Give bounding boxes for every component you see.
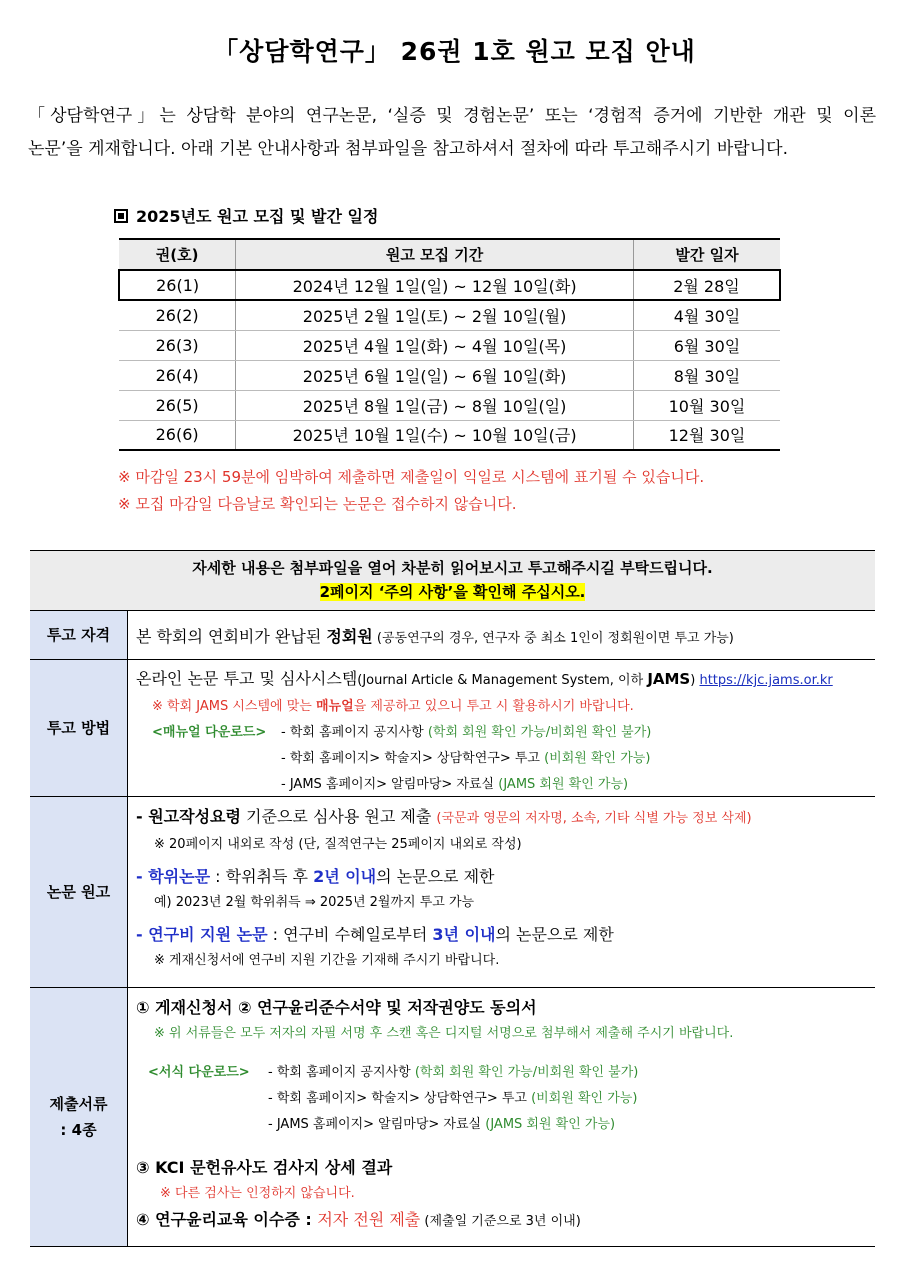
- cell-volume: 26(4): [119, 360, 236, 390]
- row-method: [30, 660, 875, 797]
- table-row: [119, 390, 780, 420]
- table-row: [119, 270, 780, 300]
- page-limit-note: ※ 20페이지 내외로 작성 (단, 질적연구는 25페이지 내외로 작성): [154, 837, 522, 852]
- header-period: 원고 모집 기간: [236, 239, 634, 270]
- row-documents: [30, 988, 875, 1246]
- schedule-notes: [118, 464, 704, 518]
- cell-period: 2025년 6월 1일(일) ~ 6월 10일(화): [236, 360, 634, 390]
- schedule-heading-text: 2025년도 원고 모집 및 발간 일정: [136, 207, 379, 226]
- form-download-label: <서식 다운로드>: [148, 1065, 250, 1080]
- cell-volume: 26(6): [119, 420, 236, 450]
- row-eligibility: [30, 611, 875, 660]
- cell-publish-date: 6월 30일: [633, 330, 780, 360]
- info-header: [30, 551, 875, 611]
- list-item: - 학회 홈페이지> 학술지> 상담학연구> 투고 (비회원 확인 가능): [268, 1091, 638, 1106]
- row-manuscript: [30, 797, 875, 988]
- jams-link[interactable]: https://kjc.jams.or.kr: [699, 673, 833, 688]
- eligibility-note: (공동연구의 경우, 연구자 중 최소 1인이 정회원이면 투고 가능): [372, 630, 734, 646]
- cell-volume: 26(2): [119, 300, 236, 330]
- thesis-rule: - 학위논문 : 학위취득 후 2년 이내의 논문으로 제한: [136, 867, 495, 886]
- cell-publish-date: 2월 28일: [633, 270, 780, 300]
- intro-line-1: 「상담학연구」는 상담학 분야의 연구논문, ‘실증 및 경험논문’ 또는 ‘경험적 증거에 기반한 개관 및 이론: [28, 106, 876, 126]
- header-publish-date: 발간 일자: [633, 239, 780, 270]
- cell-period: 2025년 8월 1일(금) ~ 8월 10일(일): [236, 390, 634, 420]
- doc-item-4: ④ 연구윤리교육 이수증 : 저자 전원 제출 (제출일 기준으로 3년 이내): [136, 1210, 581, 1229]
- content-manuscript: [128, 797, 875, 987]
- cell-volume: 26(5): [119, 390, 236, 420]
- manual-download-label: <매뉴얼 다운로드>: [152, 725, 267, 740]
- doc-items-1-2: ① 게재신청서 ② 연구윤리준수서약 및 저작권양도 동의서: [136, 998, 537, 1017]
- info-table: [30, 550, 875, 1247]
- cell-period: 2025년 2월 1일(토) ~ 2월 10일(월): [236, 300, 634, 330]
- doc-item-3: ③ KCI 문헌유사도 검사지 상세 결과: [136, 1158, 393, 1177]
- content-eligibility: [128, 611, 875, 659]
- manual-note: ※ 학회 JAMS 시스템에 맞는 매뉴얼을 제공하고 있으니 투고 시 활용하시기 바랍니다.: [152, 699, 634, 714]
- list-item: - 학회 홈페이지 공지사항 (학회 회원 확인 가능/비회원 확인 불가): [281, 725, 652, 740]
- label-manuscript: 논문 원고: [30, 797, 128, 987]
- list-item: - 학회 홈페이지 공지사항 (학회 회원 확인 가능/비회원 확인 불가): [268, 1065, 639, 1080]
- jams-text: JAMS: [647, 670, 691, 688]
- caution-highlight: 2페이지 ‘주의 사항’을 확인해 주십시오.: [319, 583, 586, 601]
- label-documents: 제출서류 : 4종: [30, 988, 128, 1246]
- manuscript-guideline: - 원고작성요령 기준으로 심사용 원고 제출 (국문과 영문의 저자명, 소속, 기타 식별 가능 정보 삭제): [136, 807, 752, 826]
- regular-member-text: 정회원: [326, 626, 373, 646]
- table-row: [119, 300, 780, 330]
- table-row: [119, 420, 780, 450]
- schedule-header-row: [119, 239, 780, 270]
- eligibility-text: 본 학회의 연회비가 완납된: [136, 626, 327, 646]
- label-eligibility: 투고 자격: [30, 611, 128, 659]
- label-method: 투고 방법: [30, 660, 128, 796]
- cell-period: 2024년 12월 1일(일) ~ 12월 10일(화): [236, 270, 634, 300]
- square-bullet-icon: [114, 209, 128, 223]
- cell-publish-date: 8월 30일: [633, 360, 780, 390]
- cell-period: 2025년 4월 1일(화) ~ 4월 10일(목): [236, 330, 634, 360]
- schedule-table: [118, 238, 781, 451]
- content-method: 온라인 논문 투고 및 심사시스템(Journal Article & Management System, 이하 JAMS) https://kjc.jams.or.kr ※ 학회 JAMS 시스템에 맞는 매뉴얼을 제공하고 있으니 투고 시 활용하시기 바랍니다. <매뉴얼 다운로드> - 학회 홈페이지 공지사항 (학회 회원 확인 가능/비회원 확인 불가) - 학회 홈페이지> 학술지> 상담학연구> 투고 (비회원 확인 가능) - JAMS 홈페이지> 알림마당> 자료실 (JAMS 회원 확인 가능): [128, 660, 875, 796]
- signature-note: ※ 위 서류들은 모두 저자의 자필 서명 후 스캔 혹은 디지털 서명으로 첨부해서 제출해 주시기 바랍니다.: [154, 1026, 734, 1041]
- cell-volume: 26(1): [119, 270, 236, 300]
- list-item: - JAMS 홈페이지> 알림마당> 자료실 (JAMS 회원 확인 가능): [268, 1117, 616, 1132]
- cell-publish-date: 4월 30일: [633, 300, 780, 330]
- late-submission-note: ※ 모집 마감일 다음날로 확인되는 논문은 접수하지 않습니다.: [118, 495, 517, 513]
- header-volume: 권(호): [119, 239, 236, 270]
- cell-period: 2025년 10월 1일(수) ~ 10월 10일(금): [236, 420, 634, 450]
- table-row: [119, 330, 780, 360]
- list-item: - 학회 홈페이지> 학술지> 상담학연구> 투고 (비회원 확인 가능): [281, 751, 651, 766]
- deadline-note: ※ 마감일 23시 59분에 임박하여 제출하면 제출일이 익일로 시스템에 표기될 수 있습니다.: [118, 468, 705, 486]
- info-header-line-1: 자세한 내용은 첨부파일을 열어 차분히 읽어보시고 투고해주시길 부탁드립니다.: [192, 559, 713, 577]
- grant-note: ※ 게재신청서에 연구비 지원 기간을 기재해 주시기 바랍니다.: [154, 953, 500, 968]
- method-system-text: 온라인 논문 투고 및 심사시스템: [136, 669, 358, 688]
- cell-publish-date: 12월 30일: [633, 420, 780, 450]
- grant-rule: - 연구비 지원 논문 : 연구비 수혜일로부터 3년 이내의 논문으로 제한: [136, 925, 614, 944]
- list-item: - JAMS 홈페이지> 알림마당> 자료실 (JAMS 회원 확인 가능): [281, 777, 629, 792]
- page-title: 「상담학연구」 26권 1호 원고 모집 안내: [213, 37, 696, 66]
- cell-publish-date: 10월 30일: [633, 390, 780, 420]
- cell-volume: 26(3): [119, 330, 236, 360]
- thesis-example: 예) 2023년 2월 학위취득 ⇒ 2025년 2월까지 투고 가능: [154, 895, 475, 910]
- method-system-detail: (Journal Article & Management System, 이하: [357, 673, 648, 688]
- content-documents: [128, 988, 875, 1246]
- schedule-heading: [114, 204, 378, 227]
- intro-line-2: 논문’을 게재합니다. 아래 기본 안내사항과 첨부파일을 참고하셔서 절차에 따라 투고해주시기 바랍니다.: [28, 139, 788, 159]
- table-row: [119, 360, 780, 390]
- kci-note: ※ 다른 검사는 인정하지 않습니다.: [160, 1186, 355, 1201]
- intro-paragraph: [28, 100, 876, 166]
